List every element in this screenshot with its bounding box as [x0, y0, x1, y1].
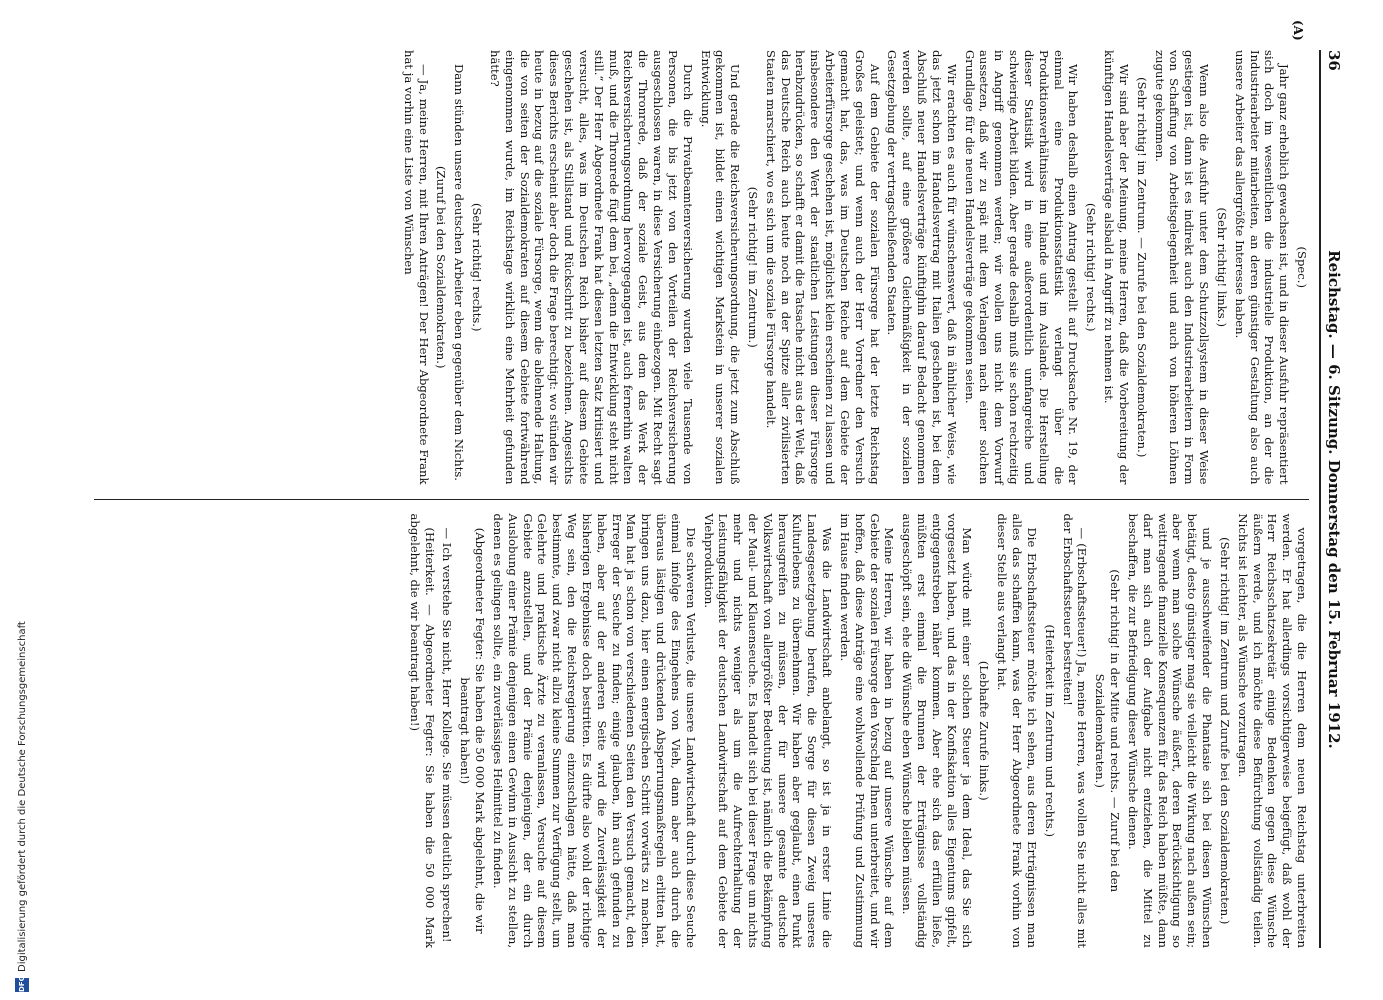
left-paragraph: (Spec.) [1295, 246, 1309, 288]
left-paragraph: Jahr ganz erheblich gewachsen ist, und in dieser Ausfuhr repräsentiert sich doch im wesentlichen die industrielle Produktion, an der die Industriearbeiter mitarbeiten, an deren günstiger Gestaltung also auch unsere Arbeiter das allergrößte Interesse haben. [1232, 50, 1292, 485]
left-paragraph: (Sehr richtig! rechts.) [470, 202, 485, 332]
left-paragraph: Dann stünden unsere deutschen Arbeiter eben gegenüber dem Nichts. [452, 64, 467, 481]
caption-text: Digitalisierung gefördert durch die Deutsche Forschungsgemeinschaft [16, 621, 28, 972]
dfg-logo: DFG [15, 978, 29, 992]
page-header [1319, 50, 1343, 948]
left-paragraph: Und gerade die Reichsversicherungsordnung, die jetzt zum Abschluß gekommen ist, bildet einen wichtigen Markstein in unserer sozialen Entwicklung. [698, 50, 743, 485]
right-paragraph: vorgetragen, die die Herren dem neuen Reichstag unterbreiten werden. Er hat allerdings vorsichtigerweise beigefügt, daß wohl der Herr Reichsschatzsekretär einige Bedenken gegen diese Wünsche äußern werde, und ich möchte diese Befürchtung vollständig teilen. Nichts ist leichter, als Wünsche vorzutragen. [1235, 513, 1309, 948]
left-paragraph: (Sehr richtig! rechts.) [1084, 202, 1099, 332]
right-paragraph: — Ich verstehe Sie nicht, Herr Kollege. Sie müssen deutlich sprechen! [440, 527, 455, 943]
left-paragraph: (Sehr richtig! links.) [1214, 207, 1229, 327]
right-paragraph: (Sehr richtig! im Zentrum und Zurufe bei den Sozialdemokraten.) [1217, 537, 1232, 925]
left-paragraph: Durch die Privatbeamtenversicherung wurden viele Tausende von Personen, die bis jetzt von den Vorteilen der Reichsversicherung ausgeschlossen waren, in diese Versicherung einbezogen. Mit Recht sagt die Thronrede, daß der soziale Geist, aus dem das Werk der Reichsversicherungsordnung hervorgegangen ist, auch fernerhin walten muß, und die Thronrede fügt dem bei, „denn die Entwicklung steht nicht still.“ Der Herr Abgeordnete Frank hat diesen letzten Satz kritisiert und versucht, alles, was im Deutschen Reich bisher auf diesem Gebiete geschehen ist, als Stillstand und Rückschritt zu bezeichnen. Angesichts dieses Berichts erscheint aber doch die Frage berechtigt: wo stünden wir heute in bezug auf die soziale Fürsorge, wenn die ablehnende Haltung, die von seiten der Sozialdemokraten auf diesem Gebiete fortwährend eingenommen wurde, im Reichstage wirklich eine Mehrheit gefunden hätte? [487, 50, 695, 485]
running-title: Reichstag. — 6. Sitzung. Donnerstag den 15. Februar 1912. [1325, 250, 1343, 749]
right-paragraph: Die schweren Verluste, die unsere Landwirtschaft durch diese Seuche einmal infolge des Eingehens von Vieh, dann aber auch durch die überaus lästigen und drückenden Absperrungsmaßregeln erlitten hat, bringen uns dazu, hier einen energischen Schritt vorwärts zu machen. Man hat ja schon von verschiedenen Seiten den Versuch gemacht, den Erreger der Seuche zu finden; einige glauben, ihn auch gefunden zu haben, aber auf der anderen Seite wird die Zuverlässigkeit der bisherigen Ergebnisse doch bestritten. Es dürfte also wohl der richtige Weg sein, den die Reichsregierung einzuschlagen hätte, daß man bestimmte, und zwar nicht allzu kleine Summen zur Verfügung stellt, um Gelehrte und praktische Ärzte zu veranlassen, Versuche auf diesem Gebiete anzustellen, und der Prämie denjenigen, der ein durch Auslobung einer Prämie denjenigen einen Gewinn in Aussicht zu stellen, denen es gelingen sollte, ein zuverlässiges Heilmittel zu finden. [490, 513, 698, 948]
left-paragraph: (Sehr richtig! im Zentrum. — Zurufe bei den Sozialdemokraten.) [1134, 77, 1149, 458]
digitization-caption [12, 92, 32, 992]
right-column [94, 514, 1309, 949]
margin-marker-a: (A) [1291, 20, 1305, 41]
page-number: 36 [1325, 50, 1343, 71]
right-paragraph: (Heiterkeit. — Abgeordneter Fegter: Sie haben die 50 000 Mark abgelehnt, die wir beantragt haben!) [407, 513, 437, 948]
rotated-page [63, 0, 1383, 1000]
left-column [94, 20, 1309, 485]
left-paragraph: Wir erachten es auch für wünschenswert, daß in ähnlicher Weise, wie das jetzt schon im Handelsvertrag mit Italien geschehen ist, bei dem Abschluß neuer Handelsverträge künftighin darauf Bedacht genommen werden sollte, auf eine größere Gleichmäßigkeit in der sozialen Gesetzgebung der vertragschließenden Staaten. [885, 50, 959, 485]
left-paragraph: (Zuruf bei den Sozialdemokraten.) [434, 166, 449, 369]
right-paragraph: (Heiterkeit im Zentrum und rechts.) [1042, 624, 1057, 838]
column-divider [94, 499, 1309, 500]
right-paragraph: Man würde mit einer solchen Steuer ja dem Ideal, das Sie sich vorgesetzt haben, und das in der Konfiskation alles Eigentums gipfelt, entgegenstreben näher kommen. Aber ehe sich das erfüllen ließe, müßten erst einmal die Brunnen der Erträgnisse vollständig ausgeschöpft sein, ehe die Wünsche eben Wünsche bleiben müssen. [900, 513, 974, 948]
left-paragraph: Wir haben deshalb einen Antrag gestellt auf Drucksache Nr. 19, der einmal eine Produktionsstatistik verlangt über die Produktionsverhältnisse im Inlande und im Auslande. Die Herstellung dieser Statistik wird in eine außerordentlich umfangreiche und schwierige Arbeit bilden. Aber gerade deshalb muß sie schon rechtzeitig in Angriff genommen werden; wir wollen uns nicht dem Vorwurf aussetzen, daß wir zu spät mit dem Verlangen nach einer solchen Grundlage für die neuen Handelsverträge gekommen seien. [962, 50, 1081, 485]
left-paragraph: Wir sind aber der Meinung, meine Herren, daß die Vorbereitung der künftigen Handelsverträge alsbald in Angriff zu nehmen ist. [1102, 50, 1131, 485]
text-columns [94, 20, 1309, 948]
right-paragraph: Die Erbschaftssteuer möchte ich sehen, aus deren Erträgnissen man alles das schaffen kann, was der Herr Abgeordnete Frank vorhin von dieser Stelle aus verlangt hat. [995, 513, 1039, 948]
right-paragraph: (Sehr richtig! in der Mitte und rechts. — Zuruf bei den Sozialdemokraten.) [1093, 569, 1123, 893]
right-paragraph: Was die Landwirtschaft anbelangt, so ist ja in erster Linie die Landesgesetzgebung berufen, die Sorge für diesen Zweig unseres Kulturlebens zu übernehmen. Wir haben aber geglaubt, einen Punkt herausgreifen zu müssen, der für unsere gesamte deutsche Volkswirtschaft von allergrößter Bedeutung ist, nämlich die Bekämpfung der Maul- und Klauenseuche. Es handelt sich bei dieser Frage um nichts mehr und nichts weniger als um die Aufrechterhaltung der Leistungsfähigkeit der deutschen Landwirtschaft auf dem Gebiete der Viehproduktion. [701, 513, 835, 948]
right-paragraph: (Lebhafte Zurufe links.) [977, 660, 992, 801]
right-paragraph: und je ausschweifender die Phantasie sich bei diesen Wünschen betätigt, desto günstiger mag sie vielleicht die Wirkung nach außen sein; aber wenn man solche Wünsche äußert, deren Berücksichtigung so weittragende finanzielle Konsequenzen für das Reich haben müßte, dann darf man sich auch der Aufgabe nicht entziehen, die Mittel zu beschaffen, die zur Befriedigung dieser Wünsche dienen. [1125, 513, 1215, 948]
left-paragraph: Wenn also die Ausfuhr unter dem Schutzzollsystem in dieser Weise gestiegen ist, dann ist es indirekt auch den Industriearbeitern in Form von Schaffung von Arbeitsgelegenheit und auch von höheren Löhnen zugute gekommen. [1152, 50, 1212, 485]
right-paragraph: (Abgeordneter Fegter: Sie haben die 50 000 Mark abgelehnt, die wir beantragt haben!) [458, 527, 488, 934]
left-paragraph: (Sehr richtig! im Zentrum.) [746, 186, 761, 348]
right-paragraph: Meine Herren, wir haben in bezug auf unsere Wünsche auf dem Gebiete der sozialen Fürsorge den Vorschlag Ihnen unterbreitet, und wir hoffen, daß diese Anträge eine wohlwollende Prüfung und Zustimmung im Hause finden werden. [837, 513, 897, 948]
left-paragraph: Auf dem Gebiete der sozialen Fürsorge hat der letzte Reichstag Großes geleistet; und wenn auch der Herr Vorredner den Versuch gemacht hat, das, was im Deutschen Reiche auf dem Gebiete der Arbeiterfürsorge geschehen ist, möglichst klein erscheinen zu lassen und insbesondere den Wert der staatlichen Leistungen dieser Fürsorge herabzudrücken, so schafft er damit die Tatsache nicht aus der Welt, daß das Deutsche Reich auch heute noch an der Spitze aller zivilisierten Staaten marschiert, wo es sich um die soziale Fürsorge handelt. [763, 50, 882, 485]
left-paragraph: — Ja, meine Herren, mit Ihren Anträgen! Der Herr Abgeordnete Frank hat ja vorhin eine Liste von Wünschen [401, 50, 431, 485]
right-paragraph: — (Erbschaftssteuer!) Ja, meine Herren, was wollen Sie nicht alles mit der Erbschaftssteuer bestreiten! [1060, 513, 1090, 948]
